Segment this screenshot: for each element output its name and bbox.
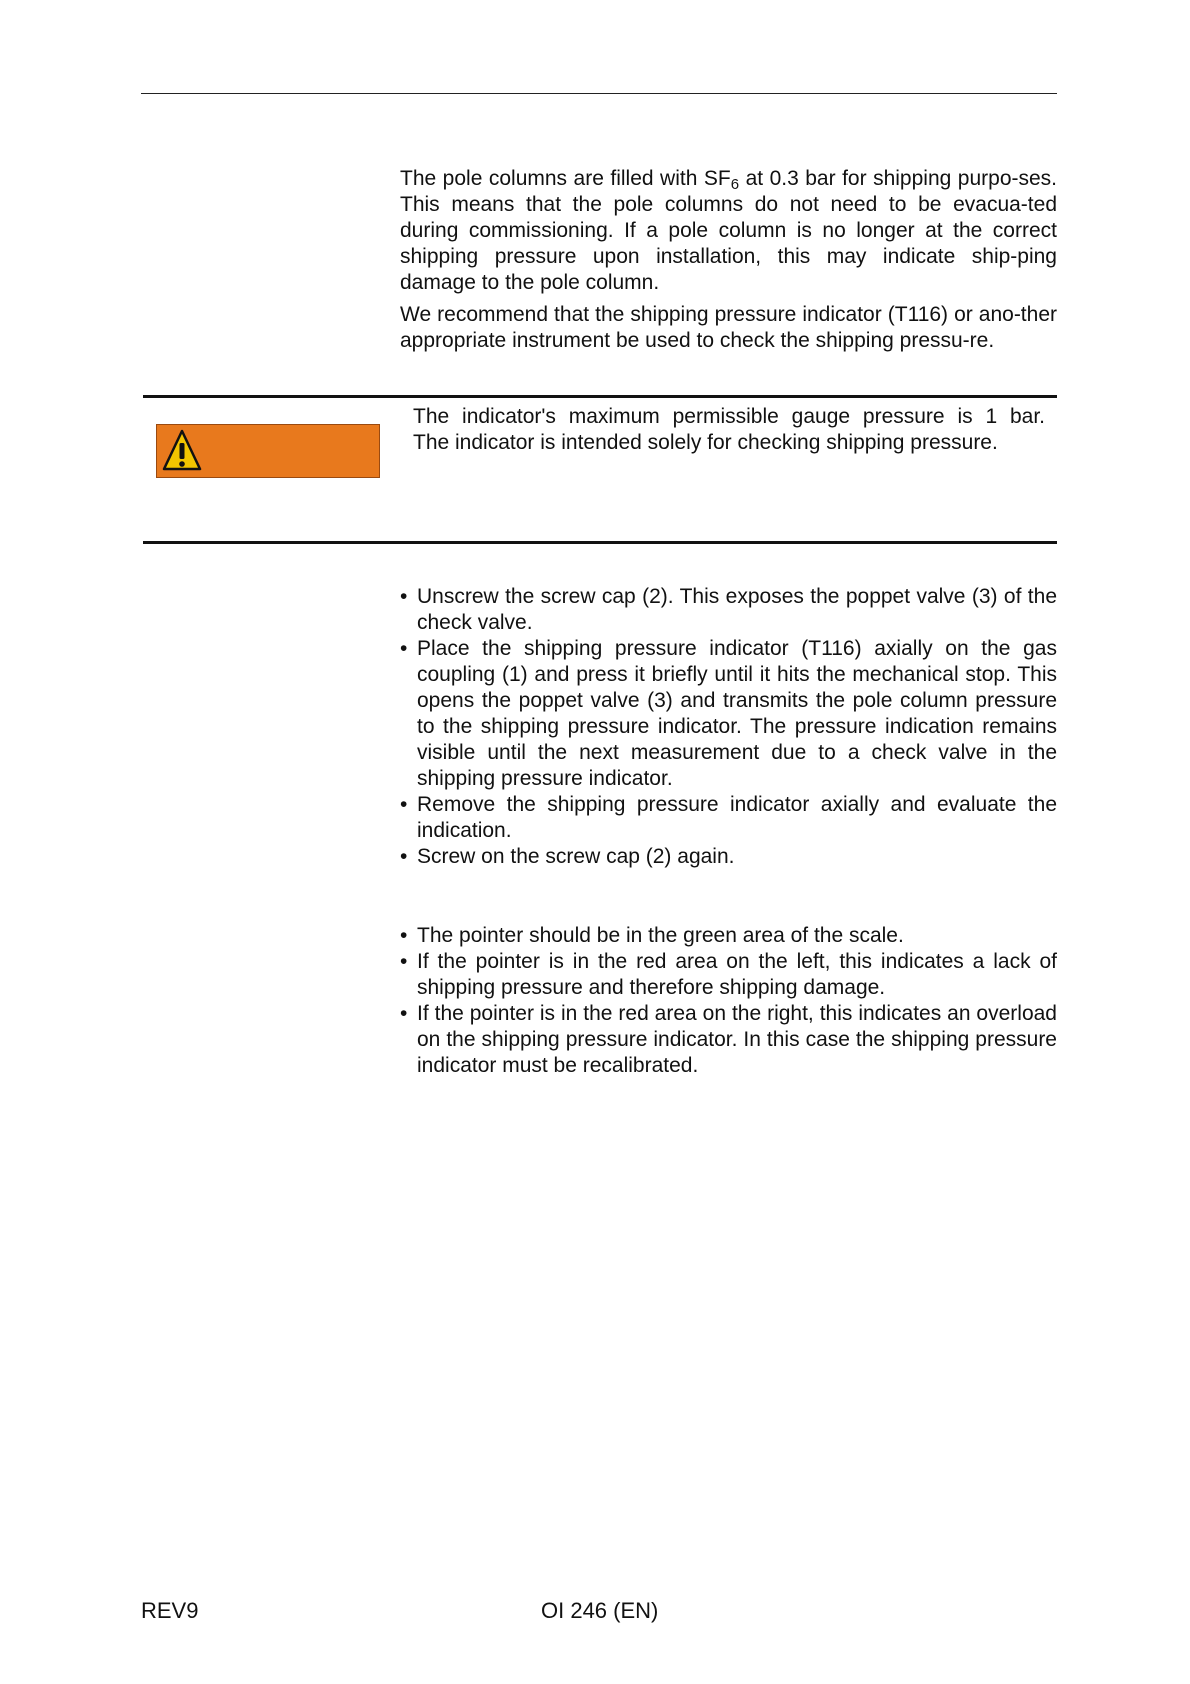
warning-bottom-rule xyxy=(143,541,1057,544)
warning-triangle-icon xyxy=(162,429,202,473)
footer-revision: REV9 xyxy=(141,1598,199,1623)
intro-paragraph xyxy=(400,166,1057,296)
intro-text-before: The pole columns are filled with SF xyxy=(400,167,731,190)
list-item: • The pointer should be in the green area of the scale. xyxy=(400,924,904,947)
header-rule xyxy=(141,93,1057,94)
list-item: • If the pointer is in the red area on the right, this indicates an overload on the shipping pressure indicator. In this case the shipping pressure indicator must be recalibrated. xyxy=(400,1002,1057,1077)
list-item: • Remove the shipping pressure indicator axially and evaluate the indication. xyxy=(400,793,1057,842)
warning-top-rule xyxy=(143,395,1057,398)
list-item: • Place the shipping pressure indicator (T116) axially on the gas coupling (1) and press it briefly until it hits the mechanical stop. This opens the poppet valve (3) and transmits the pole column pressure to the shipping pressure indicator. The pressure indication remains visible until the next measurement due to a check valve in the shipping pressure indicator. xyxy=(400,637,1057,790)
list-item: • If the pointer is in the red area on the left, this indicates a lack of shipping pressure and therefore shipping damage. xyxy=(400,950,1057,999)
sf6-subscript: 6 xyxy=(730,176,740,193)
procedure-list xyxy=(400,584,1057,870)
list-item: • Screw on the screw cap (2) again. xyxy=(400,845,735,868)
warning-line-2: The indicator is intended solely for checking shipping pressure. xyxy=(413,431,998,454)
recommendation-paragraph: We recommend that the shipping pressure indicator (T116) or ano-ther appropriate instrument be used to check the shipping pressu-re. xyxy=(400,303,1057,352)
warning-label xyxy=(156,424,380,478)
warning-text xyxy=(413,404,1045,456)
intro-text-after: at 0.3 bar for shipping purpo-ses. This means that the pole columns do not need to be evacua-ted during commissioning. If a pole column is no longer at the correct shipping pressure upon installation, this may indicate ship-ping damage to the pole column. xyxy=(400,167,1058,294)
warning-line-1: The indicator's maximum permissible gauge pressure is 1 bar. xyxy=(413,405,1045,428)
list-item: • Unscrew the screw cap (2). This exposes the poppet valve (3) of the check valve. xyxy=(400,585,1057,634)
footer-doc-id: OI 246 (EN) xyxy=(541,1598,659,1623)
evaluation-list xyxy=(400,923,1057,1079)
